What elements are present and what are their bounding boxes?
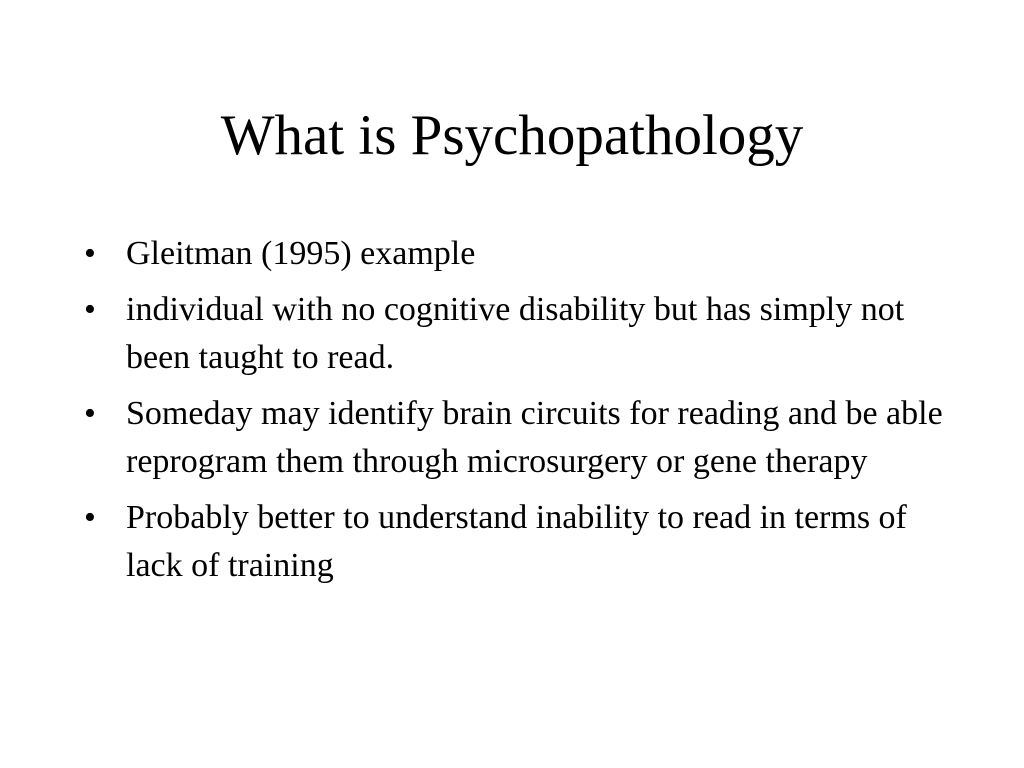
bullet-item <box>84 230 964 278</box>
bullet-item <box>84 494 964 590</box>
bullet-item <box>84 390 964 486</box>
bullet-icon: • <box>84 499 96 536</box>
bullet-text: Probably better to understand inability to read in terms of lack of training <box>126 499 907 584</box>
bullet-text: Someday may identify brain circuits for reading and be able reprogram them through microsurgery or gene therapy <box>126 395 943 480</box>
bullet-list <box>84 230 964 598</box>
bullet-item <box>84 286 964 382</box>
slide-title: What is Psychopathology <box>220 104 804 167</box>
bullet-text: individual with no cognitive disability but has simply not been taught to read. <box>126 291 905 376</box>
bullet-icon: • <box>84 395 96 432</box>
bullet-icon: • <box>84 291 96 328</box>
bullet-text: Gleitman (1995) example <box>126 235 476 272</box>
bullet-icon: • <box>84 235 96 272</box>
